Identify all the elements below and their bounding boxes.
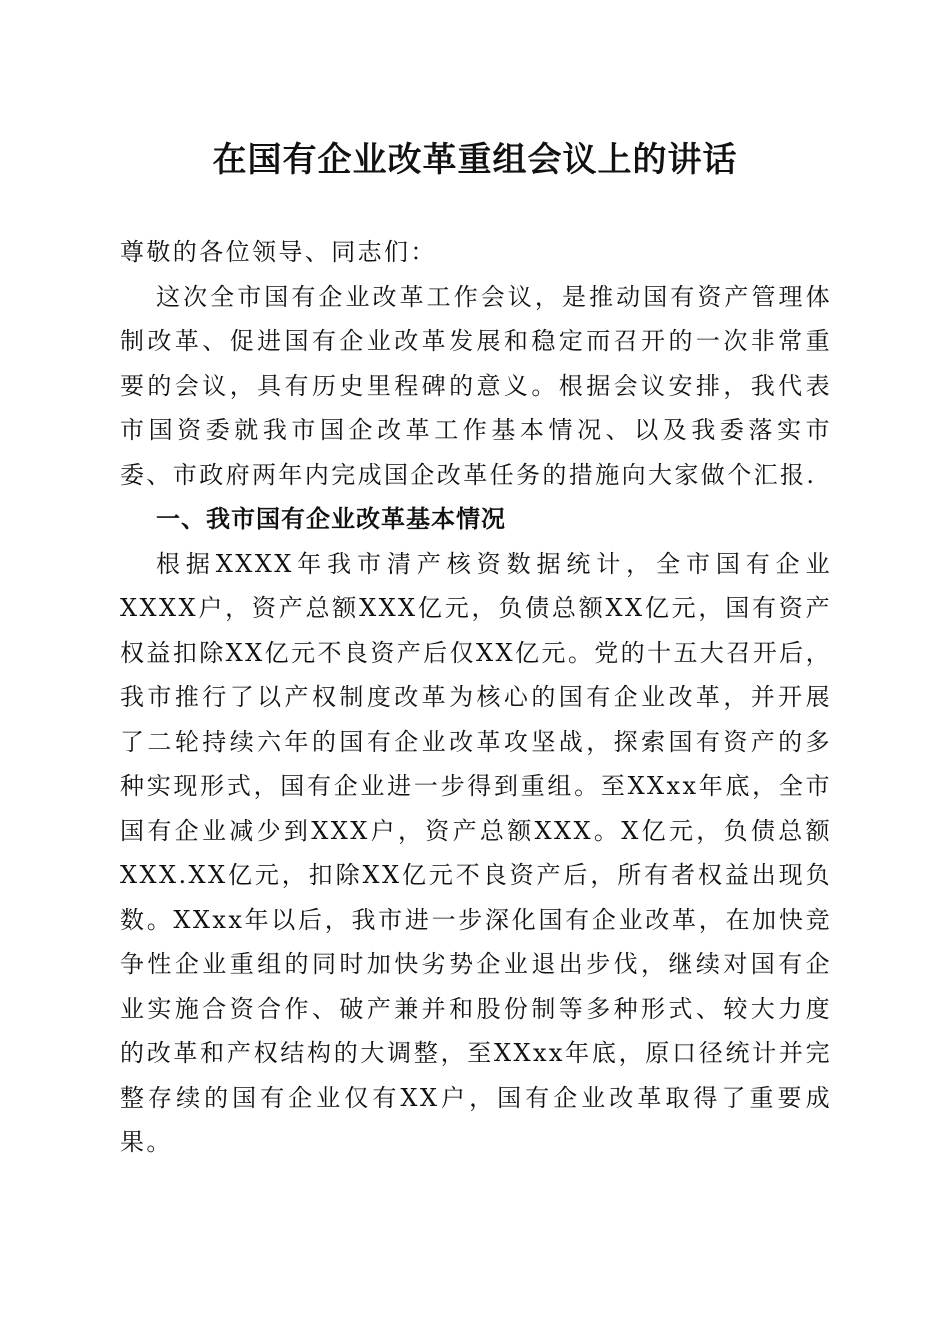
- document-title: 在国有企业改革重组会议上的讲话: [212, 140, 738, 180]
- paragraph-basic-situation: 根据XXXX年我市清产核资数据统计，全市国有企业XXXX户，资产总额XXX亿元，负债总额XX亿元，国有资产权益扣除XX亿元不良资产后仅XX亿元。党的十五大召开后，我市推行了以产权制度改革为核心的国有企业改革，并开展了二轮持续六年的国有企业改革攻坚战，探索国有资产的多种实现形式，国有企业进一步得到重组。至XXxx年底，全市国有企业减少到XXX户，资产总额XXX。X亿元，负债总额XXX.XX亿元，扣除XX亿元不良资产后，所有者权益出现负数。XXxx年以后，我市进一步深化国有企业改革，在加快竞争性企业重组的同时加快劣势企业退出步伐，继续对国有企业实施合资合作、破产兼并和股份制等多种形式、较大力度的改革和产权结构的大调整，至XXxx年底，原口径统计并完整存续的国有企业仅有XX户，国有企业改革取得了重要成果。: [120, 549, 832, 1156]
- document-body: [120, 230, 832, 1165]
- section-heading: 一、我市国有企业改革基本情况: [156, 505, 506, 533]
- salutation: 尊敬的各位领导、同志们：: [120, 238, 437, 266]
- paragraph-intro: 这次全市国有企业改革工作会议，是推动国有资产管理体制改革、促进国有企业改革发展和稳定而召开的一次非常重要的会议，具有历史里程碑的意义。根据会议安排，我代表市国资委就我市国企改革工作基本情况、以及我委落实市委、市政府两年内完成国企改革任务的措施向大家做个汇报.: [120, 282, 832, 489]
